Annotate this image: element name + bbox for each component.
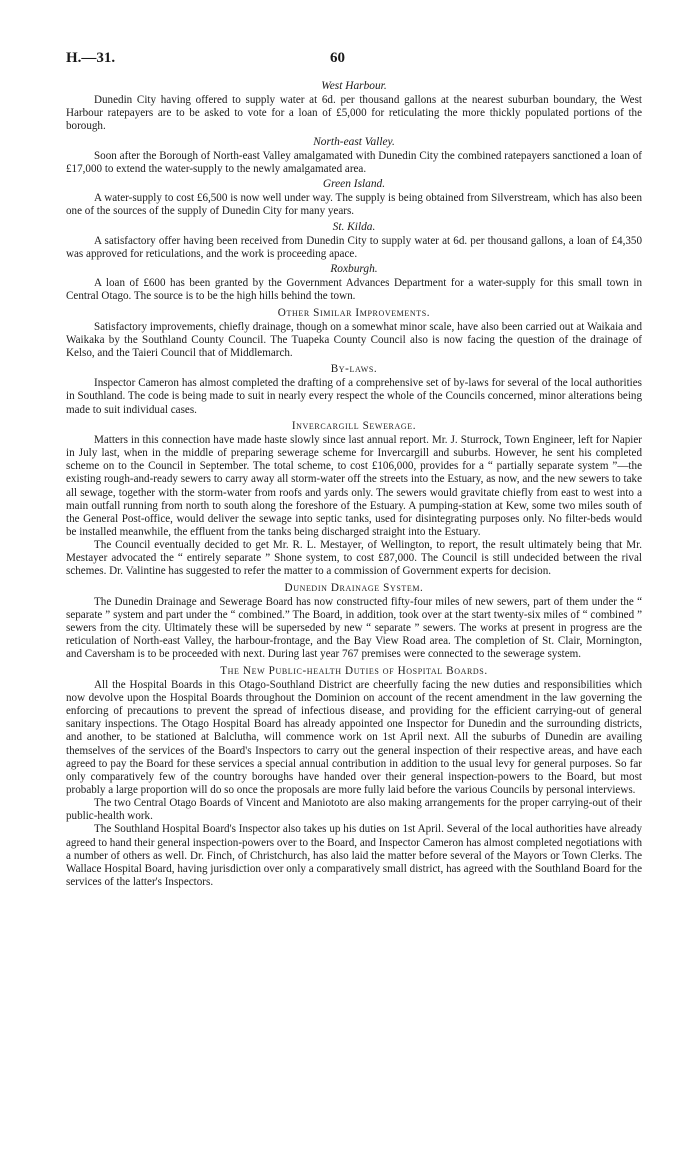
paragraph: A satisfactory offer having been received from Dunedin City to supply water at 6d. per thousand gallons, a loan of £4,350 was approved for reticulations, and the work is proceeding apace. bbox=[66, 234, 642, 260]
running-header bbox=[66, 50, 662, 72]
paragraph: Dunedin City having offered to supply water at 6d. per thousand gallons at the nearest suburban boundary, the West Harbour ratepayers are to be asked to vote for a loan of £5,000 for reticulating the more thickly populated portions of the borough. bbox=[66, 94, 642, 133]
section-heading-green-island: Green Island. bbox=[322, 178, 386, 191]
paragraph: A loan of £600 has been granted by the Government Advances Department for a water-supply for this small town in Central Otago. The source is to be the high hills behind the town. bbox=[66, 277, 642, 303]
section-heading-west-harbour: West Harbour. bbox=[321, 80, 387, 92]
paragraph: Matters in this connection have made haste slowly since last annual report. Mr. J. Sturrock, Town Engineer, left for Napier in July last, when in the middle of preparing sewerage scheme for Invercargill and suburbs. However, he sent his completed scheme on to the Council in September. The total scheme, to cost £106,000, provides for a “ partially separate system ”—the existing rough-and-ready sewers to carry away all storm-water off the streets into the Estuary, as now, and the new sewers to take all sewage, together with the storm-water from roofs and yards only. The sewers would gravitate chiefly from east to west into a main outfall running from north to south along the foreshore of the Estuary. A pumping-station at Kew, some two miles south of the General Post-office, would deliver the sewage into septic tanks, used for disintegrating purposes only. No filter-beds would be installed meanwhile, the effluent from the tanks being discharged straight into the Estuary. bbox=[66, 433, 642, 538]
section-heading-hospital-boards: The New Public-health Duties of Hospital Boards. bbox=[220, 664, 488, 677]
section-heading-north-east-valley: North-east Valley. bbox=[313, 135, 395, 148]
paragraph: All the Hospital Boards in this Otago-Southland District are cheerfully facing the new duties and responsibilities which now devolve upon the Hospital Boards throughout the Dominion on account of the recent amendment in the law governing the enforcing of precautions to prevent the spread of infectious disease, and providing for the efficient carrying-out of general sanitary inspections. The Otago Hospital Board has already appointed one Inspector for Dunedin and the surrounding districts, and another, to be stationed at Balclutha, will commence work on 1st April next. All the suburbs of Dunedin are availing themselves of the services of the Board's Inspectors to carry out the general inspection of their respective areas, and have each agreed to pay the Board for these services a special annual contribution in addition to the usual levy for general purposes. So far only comparatively few of the country boroughs have handed over their general inspection-powers to the Board, but most probably a large proportion will do so once the proposals are more fully laid before the various Councils by personal interviews. bbox=[66, 678, 642, 796]
paragraph: Satisfactory improvements, chiefly drainage, though on a somewhat minor scale, have also been carried out at Waikaia and Waikaka by the Southland County Council. The Tuapeka County Council also is now facing the question of the drainage of Kelso, and the Taieri Council that of Middlemarch. bbox=[66, 320, 642, 359]
section-heading-invercargill-sewerage: Invercargill Sewerage. bbox=[291, 419, 417, 432]
page-body bbox=[66, 78, 642, 889]
paragraph: The Southland Hospital Board's Inspector also takes up his duties on 1st April. Several of the local authorities have already agreed to hand their general inspection-powers over to the Board, and Inspector Cameron has almost completed negotiations with a number of others as well. Dr. Finch, of Christchurch, has also laid the matter before several of the Mayors or Town Clerks. The Wallace Hospital Board, having jurisdiction over only a comparatively small district, has agreed with the Southland Board for the services of the latter's Inspectors. bbox=[66, 823, 642, 889]
paragraph: Inspector Cameron has almost completed the drafting of a comprehensive set of by-laws for several of the local authorities in Southland. The code is being made to suit in nearly every respect the whole of the Councils concerned, minor alterations being made to suit individual cases. bbox=[66, 377, 642, 416]
paragraph: Soon after the Borough of North-east Valley amalgamated with Dunedin City the combined ratepayers sanctioned a loan of £17,000 to extend the water-supply to the newly amalgamated area. bbox=[66, 149, 642, 175]
section-heading-st-kilda: St. Kilda. bbox=[332, 220, 376, 233]
section-heading-other-improvements: Other Similar Improvements. bbox=[277, 306, 431, 319]
paragraph: A water-supply to cost £6,500 is now well under way. The supply is being obtained from Silverstream, which has also been one of the sources of the supply of Dunedin City for many years. bbox=[66, 192, 642, 218]
paragraph: The Dunedin Drainage and Sewerage Board has now constructed fifty-four miles of new sewers, part of them under the “ separate ” system and part under the “ combined.” The Board, in addition, took over at the start twenty-six miles of “ combined ” sewers from the city. Ultimately these will be superseded by new “ separate ” sewers. The works at present in progress are the reticulation of North-east Valley, the harbour-frontage, and the Bay View Road area. The completion of St. Clair, Mornington, and Caversham is to be proceeded with next. During last year 767 premises were connected to the sewerage system. bbox=[66, 595, 642, 661]
document-reference: H.—31. bbox=[66, 50, 116, 66]
section-heading-roxburgh: Roxburgh. bbox=[330, 263, 378, 276]
section-heading-dunedin-drainage: Dunedin Drainage System. bbox=[284, 581, 424, 594]
paragraph: The Council eventually decided to get Mr. R. L. Mestayer, of Wellington, to report, the result ultimately being that Mr. Mestayer advocated the “ entirely separate ” Shone system, to cost £87,000. The Council is still undecided between the rival schemes. Dr. Valintine has suggested to refer the matter to a commission of Government experts for decision. bbox=[66, 539, 642, 578]
paragraph: The two Central Otago Boards of Vincent and Maniototo are also making arrangements for the proper carrying-out of their public-health work. bbox=[66, 797, 642, 823]
page-number: 60 bbox=[330, 50, 345, 66]
section-heading-by-laws: By-laws. bbox=[330, 363, 378, 376]
